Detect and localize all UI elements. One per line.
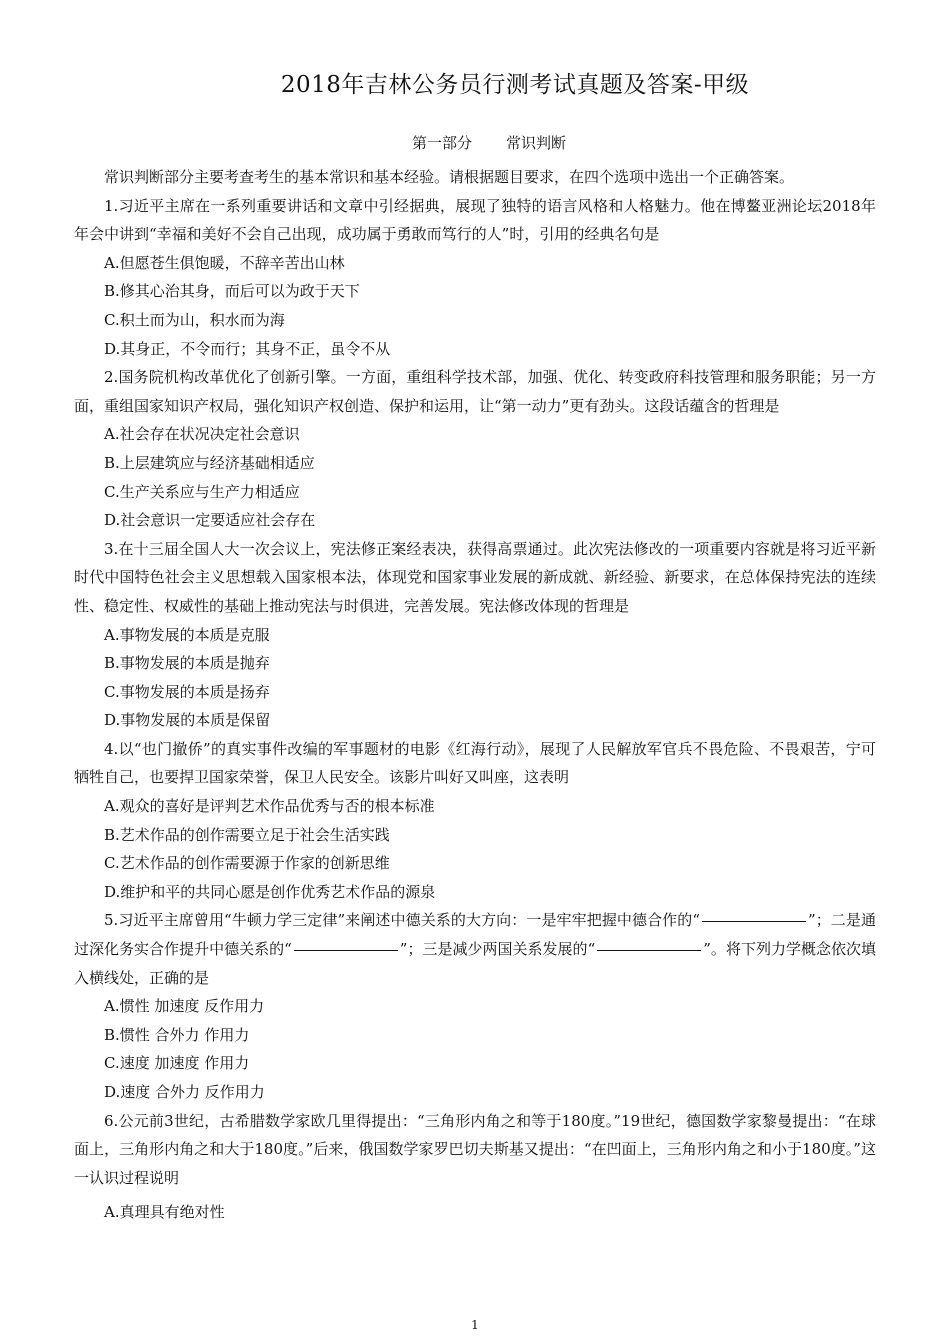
question-1: [74, 192, 876, 364]
fill-blank-2: [294, 949, 398, 951]
option-a: A.惯性 加速度 反作用力: [104, 997, 265, 1016]
question-stem: 4.以“也门撤侨”的真实事件改编的军事题材的电影《红海行动》，展现了人民解放军官兵不畏危险、不畏艰苦，宁可牺牲自己，也要捍卫国家荣誉，保卫人民安全。该影片叫好又叫座，这表明: [74, 739, 876, 787]
option-c: C.艺术作品的创作需要源于作家的创新思维: [104, 854, 390, 873]
option-d: D.速度 合外力 反作用力: [104, 1083, 265, 1101]
fill-blank-3: [597, 949, 701, 951]
fill-blank-1: [702, 920, 806, 922]
question-stem: 6.公元前3世纪，古希腊数学家欧几里得提出：“三角形内角之和等于180度。”19世纪，德国数学家黎曼提出：“在球面上，三角形内角之和大于180度。”后来，俄国数学家罗巴切夫斯基又提出：“在凹面上，三角形内角之和小于180度。”这一认识过程说明: [74, 1111, 876, 1187]
option-a: A.真理具有绝对性: [104, 1203, 225, 1222]
stem-part: ”；三是减少两国关系发展的“: [399, 940, 596, 959]
option-a: A.社会存在状况决定社会意识: [104, 425, 300, 444]
option-d: D.事物发展的本质是保留: [104, 711, 271, 730]
option-d: D.社会意识一定要适应社会存在: [104, 511, 316, 530]
page-number: 1: [471, 1318, 479, 1332]
option-c: C.生产关系应与生产力相适应: [104, 482, 300, 501]
question-stem: [74, 906, 876, 992]
question-stem: 3.在十三届全国人大一次会议上，宪法修正案经表决，获得高票通过。此次宪法修改的一项重要内容就是将习近平新时代中国特色社会主义思想载入国家根本法，体现党和国家事业发展的新成就、新经验、新要求，在总体保持宪法的连续性、稳定性、权威性的基础上推动宪法与时俱进，完善发展。宪法修改体现的哲理是: [74, 539, 876, 615]
section-name: 常识判断: [506, 134, 567, 152]
stem-part: 5.习近平主席曾用“牛顿力学三定律”来阐述中德关系的大方向：一是牢牢把握中德合作的“: [104, 911, 701, 930]
document-title: 2018年吉林公务员行测考试真题及答案-甲级: [280, 72, 750, 98]
option-d: D.维护和平的共同心愿是创作优秀艺术作品的源泉: [104, 882, 436, 901]
question-stem: 1.习近平主席在一系列重要讲话和文章中引经据典，展现了独特的语言风格和人格魅力。他在博鳌亚洲论坛2018年年会中讲到“幸福和美好不会自己出现，成功属于勇敢而笃行的人”时，引用的经典名句是: [74, 196, 876, 244]
option-b: B.艺术作品的创作需要立足于社会生活实践: [104, 825, 390, 844]
question-6: [74, 1107, 876, 1227]
question-4: [74, 735, 876, 907]
question-3: [74, 535, 876, 735]
option-c: C.速度 加速度 作用力: [104, 1054, 250, 1073]
option-b: B.惯性 合外力 作用力: [104, 1025, 250, 1044]
option-b: B.事物发展的本质是抛弃: [104, 654, 270, 673]
document-body: [74, 163, 876, 1227]
section-part: 第一部分: [411, 134, 472, 152]
option-b: B.上层建筑应与经济基础相适应: [104, 453, 315, 472]
option-a: A.事物发展的本质是克服: [104, 625, 270, 644]
intro-paragraph: 常识判断部分主要考查考生的基本常识和基本经验。请根据题目要求，在四个选项中选出一个正确答案。: [104, 168, 795, 186]
option-a: A.但愿苍生俱饱暖，不辞辛苦出山林: [104, 253, 345, 272]
option-d: D.其身正，不令而行；其身不正，虽令不从: [104, 339, 391, 358]
stem-part: ”。将下列力学概念依次填入横线处，正确的是: [74, 940, 877, 987]
question-2: [74, 363, 876, 535]
option-c: C.事物发展的本质是扬弃: [104, 682, 270, 701]
question-5: [74, 906, 876, 1106]
question-stem: 2.国务院机构改革优化了创新引擎。一方面，重组科学技术部，加强、优化、转变政府科技管理和服务职能；另一方面，重组国家知识产权局，强化知识产权创造、保护和运用，让“第一动力”更有劲头。这段话蕴含的哲理是: [74, 368, 876, 415]
section-heading: [0, 132, 950, 153]
stem-part: ”；二是通过深化务实合作提升中德关系的“: [74, 911, 876, 959]
option-c: C.积土而为山，积水而为海: [104, 310, 285, 329]
option-b: B.修其心治其身，而后可以为政于天下: [104, 282, 360, 301]
option-a: A.观众的喜好是评判艺术作品优秀与否的根本标准: [104, 797, 435, 816]
